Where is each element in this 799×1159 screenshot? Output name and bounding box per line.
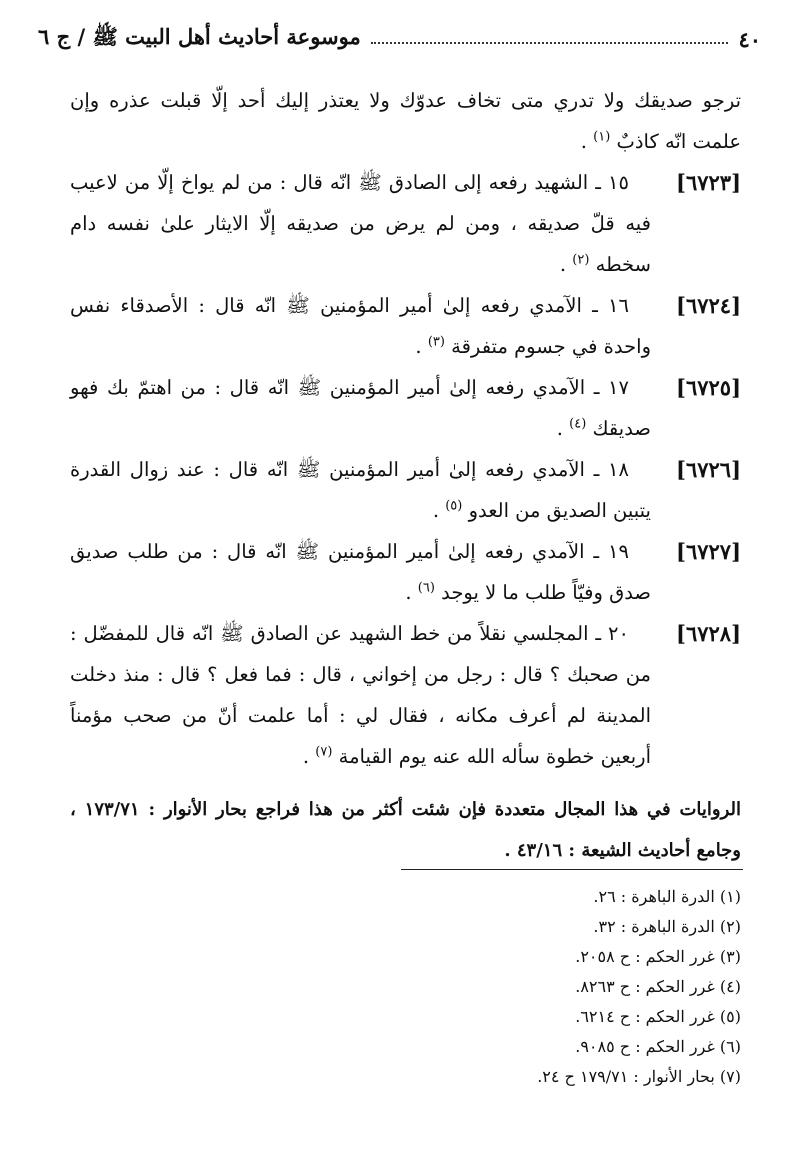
page-number: ٤٠ <box>738 26 761 52</box>
hadith-end: . <box>415 335 422 358</box>
footnote: (٤) غرر الحكم : ح ٨٢٦٣. <box>575 977 741 996</box>
summary-note: الروايات في هذا المجال متعددة فإن شئت أكثر من هذا فراجع بحار الأنوار : ١٧٣/٧١ ، وجامع أحاديث الشيعة : ٤٣/١٦ . <box>70 799 742 861</box>
hadith-text <box>70 162 651 285</box>
footnote-ref: (٢) <box>572 252 590 268</box>
hadith-text <box>70 367 651 449</box>
hadith-entry <box>70 162 741 285</box>
hadith-entry <box>70 531 741 613</box>
footnotes <box>381 882 741 1092</box>
hadith-number: [٦٧٢٤] <box>676 293 741 318</box>
intro-text: ترجو صديقك ولا تدري متى تخاف عدوّك ولا يعتذر إليك أحد إلّا قبلت عذره وإن علمت انّه كاذبٌ <box>70 89 741 153</box>
hadith-body: ٢٠ ـ المجلسي نقلاً من خط الشهيد عن الصادق ﷺ انّه قال للمفضّل : من صحبك ؟ قال : رجل من إخواني ، قال : فما فعل ؟ قال : منذ دخلت المدينة لم أعرف مكانه ، فقال لي : أما علمت أنّ من صحب مؤمناً أربعين خطوة سأله الله عنه يوم القيامة <box>70 622 651 768</box>
header-leader-dots <box>371 42 729 44</box>
footnote-ref: (٧) <box>315 744 333 760</box>
hadith-number: [٦٧٢٦] <box>676 457 741 482</box>
footnote-ref: (٤) <box>569 416 587 432</box>
footnote: (٦) غرر الحكم : ح ٩٠٨٥. <box>575 1037 741 1056</box>
intro-paragraph <box>70 80 741 162</box>
hadith-body: ١٦ ـ الآمدي رفعه إلىٰ أمير المؤمنين ﷺ انّه قال : الأصدقاء نفس واحدة في جسوم متفرقة <box>70 294 651 358</box>
footnote-ref: (٦) <box>417 580 435 596</box>
hadith-entry <box>70 449 741 531</box>
hadith-end: . <box>559 253 567 276</box>
hadith-entry <box>70 285 741 367</box>
hadith-body: ١٨ ـ الآمدي رفعه إلىٰ أمير المؤمنين ﷺ انّه قال : عند زوال القدرة يتبين الصديق من العدو <box>70 458 651 522</box>
hadith-end: . <box>405 581 412 604</box>
hadith-text <box>70 285 651 367</box>
hadith-number: [٦٧٢٨] <box>676 621 741 646</box>
hadith-body: ١٧ ـ الآمدي رفعه إلىٰ أمير المؤمنين ﷺ انّه قال : من اهتمّ بك فهو صديقك <box>70 376 651 440</box>
hadith-body: ١٩ ـ الآمدي رفعه إلىٰ أمير المؤمنين ﷺ انّه قال : من طلب صديق صدق وفيّاً طلب ما لا يوجد <box>70 540 651 604</box>
hadith-text <box>70 613 651 777</box>
hadith-end: . <box>556 417 563 440</box>
footnote: (٥) غرر الحكم : ح ٦٢١٤. <box>575 1007 741 1026</box>
hadith-end: . <box>302 745 310 768</box>
hadith-text <box>70 449 651 531</box>
footnote-separator <box>401 869 743 870</box>
intro-end: . <box>580 130 587 153</box>
hadith-end: . <box>432 499 440 522</box>
footnote: (٣) غرر الحكم : ح ٢٠٥٨. <box>575 947 741 966</box>
page-header <box>38 22 761 56</box>
hadith-number: [٦٧٢٥] <box>676 375 741 400</box>
footnote: (١) الدرة الباهرة : ٢٦. <box>593 887 741 906</box>
footnote: (٢) الدرة الباهرة : ٣٢. <box>593 917 741 936</box>
footnote-ref: (٥) <box>445 498 463 514</box>
hadith-entry <box>70 613 741 777</box>
hadith-number: [٦٧٢٧] <box>676 539 741 564</box>
hadith-text <box>70 531 651 613</box>
intro-footnote-ref: (١) <box>593 129 611 145</box>
footnote-ref: (٣) <box>427 334 445 350</box>
hadith-number: [٦٧٢٣] <box>676 170 741 195</box>
running-title: موسوعة أحاديث أهل البيت ﷺ / ج ٦ <box>38 23 361 49</box>
footnote: (٧) بحار الأنوار : ١٧٩/٧١ ح ٢٤. <box>537 1067 741 1086</box>
page-body <box>70 80 741 871</box>
hadith-body: ١٥ ـ الشهيد رفعه إلى الصادق ﷺ انّه قال : من لم يواخ إلّا من لاعيب فيه قلّ صديقه ، ومن لم يرض من صديقه إلّا الايثار علىٰ نفسه دام سخطه <box>70 171 651 276</box>
hadith-entry <box>70 367 741 449</box>
